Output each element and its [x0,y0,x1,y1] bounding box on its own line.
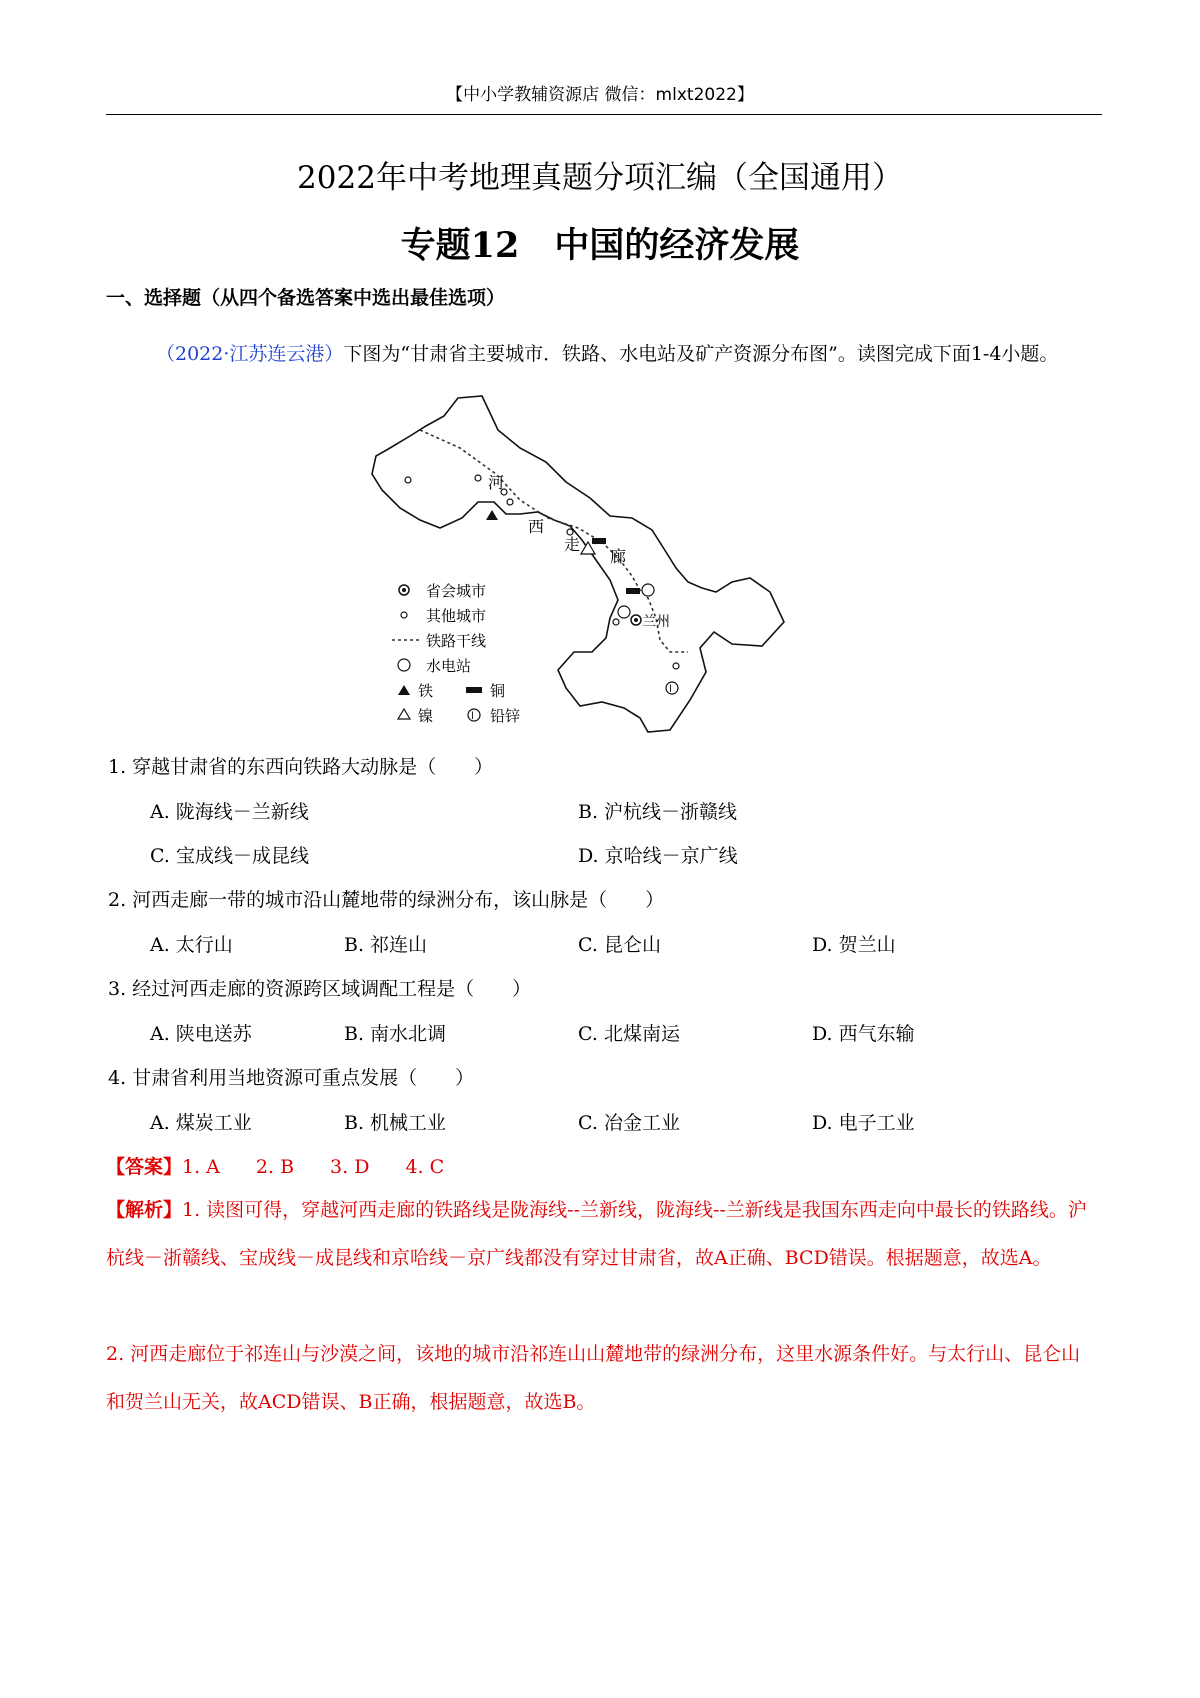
answer-label: 【答案】 [106,1156,183,1178]
hydropower-icon [642,584,654,596]
section-heading: 一、选择题（从四个备选答案中选出最佳选项） [106,287,506,309]
other-city-icon [475,475,481,481]
question-4-option-c[interactable]: C. 冶金工业 [578,1112,680,1134]
question-2-option-d[interactable]: D. 贺兰山 [812,934,896,956]
analysis-paragraph-2: 2. 河西走廊位于祁连山与沙漠之间，该地的城市沿祁连山山麓地带的绿洲分布，这里水源条件好。与太行山、昆仑山和贺兰山无关，故ACD错误、B正确，根据题意，故选B。 [106,1343,1081,1413]
question-4-option-d[interactable]: D. 电子工业 [812,1112,915,1134]
page-header: 【中小学教辅资源店 微信：mlxt2022】 [446,85,754,105]
hydropower-icon [618,606,630,618]
map-label-lanzhou: 兰州 [642,614,670,630]
map-label-xi: 西 [528,517,545,536]
other-city-icon [405,477,411,483]
gansu-outline [372,396,784,732]
question-2-option-a[interactable]: A. 太行山 [150,934,233,956]
question-1-option-b[interactable]: B. 沪杭线－浙赣线 [578,801,738,823]
question-3-stem: 3. 经过河西走廊的资源跨区域调配工程是（ ） [108,978,532,1000]
question-3-option-a[interactable]: A. 陕电送苏 [150,1023,252,1045]
legend-label: 水电站 [426,657,472,675]
answer-item: 2. B [255,1156,295,1178]
question-1-option-a[interactable]: A. 陇海线－兰新线 [150,801,309,823]
gansu-map [370,390,830,735]
question-3-option-b[interactable]: B. 南水北调 [344,1023,447,1045]
question-source-link[interactable]: （2022·江苏连云港） [156,343,344,365]
question-3-option-d[interactable]: D. 西气东输 [812,1023,915,1045]
question-2-option-b[interactable]: B. 祁连山 [344,934,428,956]
question-4-option-b[interactable]: B. 机械工业 [344,1112,447,1134]
legend-other-city-icon [401,612,407,618]
answer-item: 3. D [330,1156,370,1178]
answer-item: 4. C [405,1156,445,1178]
other-city-icon [673,663,679,669]
legend-label: 铜 [490,682,506,700]
svg-text:l: l [471,711,474,722]
question-intro-text: 下图为“甘肃省主要城市．铁路、水电站及矿产资源分布图”。读图完成下面1-4小题。 [343,343,1059,365]
copper-icon [592,538,606,544]
legend-label: 镍 [418,707,434,725]
answer-item: 1. A [182,1156,220,1178]
legend-iron-icon [398,685,410,695]
analysis-text-1: 1. 读图可得，穿越河西走廊的铁路线是陇海线--兰新线，陇海线--兰新线是我国东西走向中最长的铁路线。沪杭线－浙赣线、宝成线－成昆线和京哈线－京广线都没有穿过甘肃省，故A正确、BCD错误。根据题意，故选A。 [106,1199,1087,1269]
legend-label: 铁 [418,682,434,700]
question-intro [106,330,1096,378]
legend-label: 铅锌 [490,707,521,725]
map-legend [392,582,520,725]
document-title: 2022年中考地理真题分项汇编（全国通用） [297,160,903,196]
map-label-zou: 走 [564,535,581,554]
lead-zinc-icon [666,682,678,694]
iron-icon [486,510,498,520]
legend-label: 省会城市 [426,582,487,600]
header-divider [106,114,1102,115]
legend-copper-icon [466,687,482,693]
legend-hydropower-icon [398,659,410,671]
question-1-option-d[interactable]: D. 京哈线－京广线 [578,845,738,867]
legend-label: 铁路干线 [426,632,487,650]
map-label-lang: 廊 [610,547,627,566]
map-label-he: 河 [488,473,505,492]
answer-line [106,1152,444,1179]
legend-nickel-icon [398,709,410,719]
other-city-icon [613,619,619,625]
lead-zinc-mark: l [669,684,672,695]
other-city-icon [507,499,513,505]
question-2-option-c[interactable]: C. 昆仑山 [578,934,661,956]
question-1-option-c[interactable]: C. 宝成线－成昆线 [150,845,309,867]
analysis-label: 【解析】 [106,1199,183,1221]
legend-lead-zinc-icon [468,709,480,721]
question-3-option-c[interactable]: C. 北煤南运 [578,1023,680,1045]
analysis-paragraph-1 [106,1186,1096,1282]
question-1-stem: 1. 穿越甘肃省的东西向铁路大动脉是（ ） [108,756,494,778]
copper-icon [626,588,640,594]
question-4-stem: 4. 甘肃省利用当地资源可重点发展（ ） [108,1067,475,1089]
province-capital-dot [634,618,638,622]
question-4-option-a[interactable]: A. 煤炭工业 [150,1112,252,1134]
topic-title: 专题12 中国的经济发展 [400,225,800,266]
legend-label: 其他城市 [426,607,487,625]
question-2-stem: 2. 河西走廊一带的城市沿山麓地带的绿洲分布，该山脉是（ ） [108,889,665,911]
